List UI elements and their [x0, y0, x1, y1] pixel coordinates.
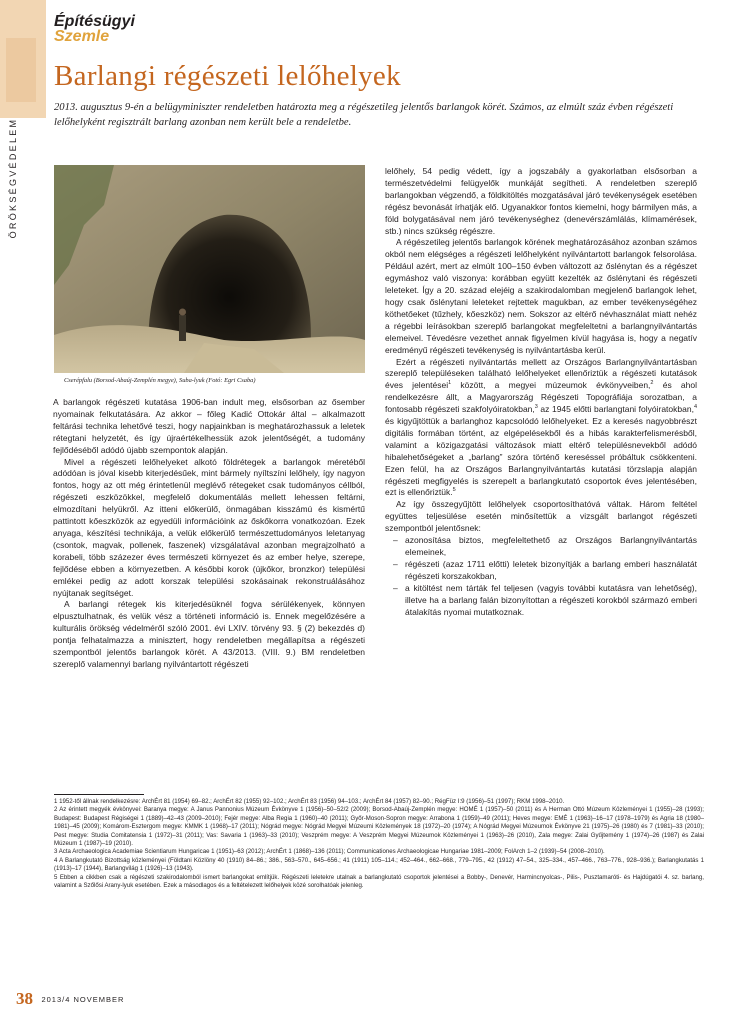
article-title: Barlangi régészeti lelőhelyek — [54, 60, 401, 92]
paragraph — [385, 357, 697, 500]
footnote-ref: 5 — [452, 487, 456, 494]
page-footer — [16, 989, 124, 1009]
footnote: 5 Ebben a cikkben csak a régészeti szakirodalomból ismert barlangokat említjük. Régészeti leletekre utalnak a barlangkutató csoportok jelentései a Bobby-, Denevér, Harmincnyolcas-, Pilis-, Pusztamaróti- és Hajdúgatói 4. sz. barlang, valamint a Szőlősi Arany-lyuk esetében. Ezek a másodlagos és a feltételezett lelőhelyek közé sorolhatóak jelenleg. — [54, 873, 704, 890]
footnote-ref: 1 — [448, 380, 452, 387]
decoration-panel — [6, 38, 36, 102]
section-label-text: ÖRÖKSÉGVÉDELEM — [8, 117, 18, 239]
list-item: – régészeti (azaz 1711 előtti) leletek bizonyítják a barlang emberi használatát régészeti korszakokban, — [385, 559, 697, 583]
footnote: 2 Az érintett megyék évkönyvei: Baranya megye: A Janus Pannonius Múzeum Évkönyve 1 (1956)–50–52/2 (2009); Borsod-Abaúj-Zemplén megye: HOMÉ 1 (1957)–50 (2011) és A Herman Ottó Múzeum Közleményei 1 (1955)–28 (1993); Budapest: Budapest Régiségei 1 (1889)–42–43 (2009–2010); Fejér megye: Alba Regia 1 (1960)–40 (2011); Győr-Moson-Sopron megye: Arrabona 1 (1959)–49 (2011); Heves megye: EMÉ 1 (1963)–16–17 (1978–1979) és Agria 18 (1980–1981)–45 (2009); Komárom-Esztergom megye: KMMK 1 (1968)–17 (2011); Nógrád megye: Nógrád Megyei Múzeumi Közlemények 18 (1972)–20 (1974); A Nógrád Megyei Múzeumok Évkönyve 21 (1975)–26 (1980) és 7 (1981)–33 (2010); Pest megye: Studia Comitatensia 1 (1972)–31 (2011); Vas: Savaria 1 (1963)–33 (2010); Veszprém megye: A Veszprém Megyei Múzeumok Közleményei 1 (1963)–26 (2010), Zala megye: Zalai Gyűjtemény 1 (1974)–26 (1987) és Zalai Múzeum 1 (1987)–19 (2010). — [54, 806, 704, 848]
list-item: – azonosítása biztos, megfeleltethető az Országos Barlangnyilvántartás elemeinek, — [385, 535, 697, 559]
issue-label: 2013/4 NOVEMBER — [41, 994, 125, 1004]
person-head — [179, 309, 186, 316]
section-label — [6, 118, 20, 238]
cave-photo — [54, 165, 365, 373]
footnote-divider — [54, 794, 144, 795]
paragraph: A barlangok régészeti kutatása 1906-ban indult meg, elsősorban az ősember nyomainak felkutatására. Az akkor – főleg Kadić Ottokár által – alkalmazott feltárási technika lehetővé teszi, hogy napjainkban is meghatározhassuk a leletek rétegtani helyzetét, és így újraértékelhessük azok jelentőségét, a tudomány fejlődéséből adódó újabb szempontok alapján. — [53, 397, 365, 455]
paragraph: lelőhely, 54 pedig védett, így a jogszabály a gyakorlatban elsősorban a természetvédelmi felügyelők munkáját segítheti. A rendeletben szereplő barlangokban végzendő, a földkitöltés mozgatásával járó tevékenységek esetében régész bevonását írhatják elő. Ugyanakkor fontos kiemelni, hogy bármilyen más, a föld bolygatásával nem járó tevékenységhez (denevérszámlálás, klímamérések, stb.) nincs szükség régészre. — [385, 166, 697, 236]
paragraph: A barlangi rétegek kis kiterjedésüknél fogva sérülékenyek, könnyen elpusztulhatnak, és velük vész a történeti információ is. Ennek megelőzésére a kulturális örökség védelméről szóló 2001. évi LXIV. törvény 93. § (2) bekezdés d) pontja felhatalmazza a minisztert, hogy rendeletben megállapítsa a régészeti szempontból jelentős barlangok körét. A 43/2013. (VIII. 9.) BM rendeletben szereplő valamennyi barlang nyilvántartott régészeti — [53, 599, 365, 669]
column-right — [385, 166, 697, 618]
footnote: 3 Acta Archaeologica Academiae Scientiarum Hungaricae 1 (1951)–63 (2012); ArchÉrt 1 (1868)–136 (2011); Communicationes Archaeologicae Hungariae 1981–2009; FolArch 1–2 (1939)–54 (2008–2010). — [54, 848, 605, 856]
text-span: között, a megyei múzeumok évkönyveiben, — [451, 380, 651, 391]
text-span: az 1945 előtti barlangtani folyóiratokban, — [537, 404, 694, 415]
criteria-list — [385, 535, 697, 618]
footnotes — [54, 798, 704, 890]
text-span: Ezért a régészeti nyilvántartás mellett az Országos Barlangnyilvántartásban szereplő településeken található lelőhelyeket ellenőriztük a régészeti kutatások éves jelentései — [385, 356, 697, 391]
footnote: 4 A Barlangkutató Bizottság közleményei (Földtani Közlöny 40 (1910) 84–86.; 386., 563–570., 645–656.; 41 (1911) 105–114.; 452–464., 662–668., 779–795., 42 (1912) 47–54., 325–334., 457–466., 763–776., 928–936.); Barlangkutatás 1 (1913)–17 (1944), Barlangvilág 1 (1926)–13 (1943). — [54, 856, 704, 873]
text-span: és kigyűjtöttük a barlanghoz kapcsolódó lelőhelyeket. Ez a keresés nagyobbrészt digitális formában történt, az elgépelésekből és a hibás karakterfelismerésből, valamint a közigazgatási változások miatt eltérő településnevekből adódó hibalehetőségeket a „barlang” szóra történő kereséssel próbáltuk csökkenteni. Ezen felül, ha az Országos Barlangnyilvántartás kutatási törzslapja alapján régészeti megfigyelés is szerepelt a barlangkutató csoportok éves jelentésében, ezt is ellenőriztük. — [385, 416, 697, 498]
masthead — [54, 14, 135, 44]
footnote-ref: 2 — [650, 380, 654, 387]
footnote: 1 1952-től állnak rendelkezésre: ArchÉrt 81 (1954) 69–82.; ArchÉrt 82 (1955) 92–102.; ArchÉrt 83 (1956) 94–103.; ArchÉrt 84 (1957) 82–90.; RégFüz I:9 (1956)–51 (1997); RKM 1998–2010. — [54, 798, 565, 805]
masthead-decoration — [0, 0, 46, 118]
paragraph: Mivel a régészeti lelőhelyeket alkotó földrétegek a barlangok méretéből adódóan is jóval kisebb kiterjedésűek, mint bármely nyíltszíni lelőhely, így nagyon fontos, hogy az ott még érintetlenül meglévő rétegeket csak tudományos céllból, régészeti eszközökkel, megfelelő dokumentálás mellett lehessen feltárni, elmozdítani helyükről. Az itteni előkerülő, önmagában kisszámú és kismértű pattintott kőeszközök az egyedüli információink az őskőkorra vonatkozóan. Ezek anyaga, készítési technikája, a velük előkerülő természettudományos leletanyag (csontok, magvak, pollenek, faszenek) vizsgálatával azonban megrajzolható a korabeli, több százezer éves természeti környezet és az ember helye, szerepe, fejlődése ebben a környezetben. A későbbi korok (újkőkor, bronzkor) települési emlékei pedig az adott korszak települési szokásainak rekonstruálásához nyújtanak segítséget. — [53, 456, 365, 598]
paragraph: A régészetileg jelentős barlangok körének meghatározásához azonban számos okból nem elégséges a régészeti lelőhelyként nyilvántartott barlangok felsorolása. Például azért, mert az elmúlt 100–150 évben változott az őslénytan és a régészet egymáshoz való viszonya: korábban együtt kezelték az őslénytani és régészeti leleteket. Így a 20. század elejéig a szakirodalomban megjelenő barlangok lehet, hogy csak őslénytani leleteket rejtettek magukban, az ember tevékenységéhez köthetőeket (tűzhely, kőeszköz) nem. Sokszor az eltérő névhasználat miatt nehéz a régebbi leírásokban szereplő barlangokat megfeleltetni a barlangnyilvántartás elemeivel. Tévedésre vezethet annak figyelmen kívül hagyása is, hogy a negatív eredményű régészeti tevékenység is nyilvántartásba kerül. — [385, 237, 697, 355]
footnote-ref: 3 — [534, 404, 538, 411]
person-figure — [179, 315, 186, 341]
list-item: – a kitöltést nem tárták fel teljesen (vagyis további kutatásra van lehetőség), illetve ha a barlang falán bizonyítottan a régészeti korokból származó emberi átalakítás nyomai mutatkoznak. — [385, 583, 697, 619]
article-lead: 2013. augusztus 9-én a belügyminiszter rendeletben határozta meg a régészetileg jelentős barlangok körét. Számos, az elmúlt száz évben régészeti lelőhelyként regisztrált barlang azonban nem került bele a rendeletbe. — [54, 102, 674, 128]
masthead-line1: Építésügyi — [54, 13, 135, 30]
photo-caption: Cserépfalu (Borsod-Abaúj-Zemplén megye), Suba-lyuk (Fotó: Egri Csaba) — [64, 377, 256, 384]
paragraph: Az így összegyűjtött lelőhelyek csoportosíthatóvá váltak. Három feltétel együttes teljesülése esetén minősítettük a vizsgált barlangot régészeti szempontból jelentősnek: — [385, 499, 697, 534]
masthead-line2: Szemle — [54, 28, 110, 45]
text-span: és ahol rendelkezésre állt, a Magyarország Régészeti Topográfiája sorozatban, a fontosabb régészeti szakfolyóiratokban, — [385, 380, 697, 415]
page-number: 38 — [16, 989, 33, 1008]
column-left — [53, 397, 365, 671]
footnote-ref: 4 — [693, 404, 697, 411]
